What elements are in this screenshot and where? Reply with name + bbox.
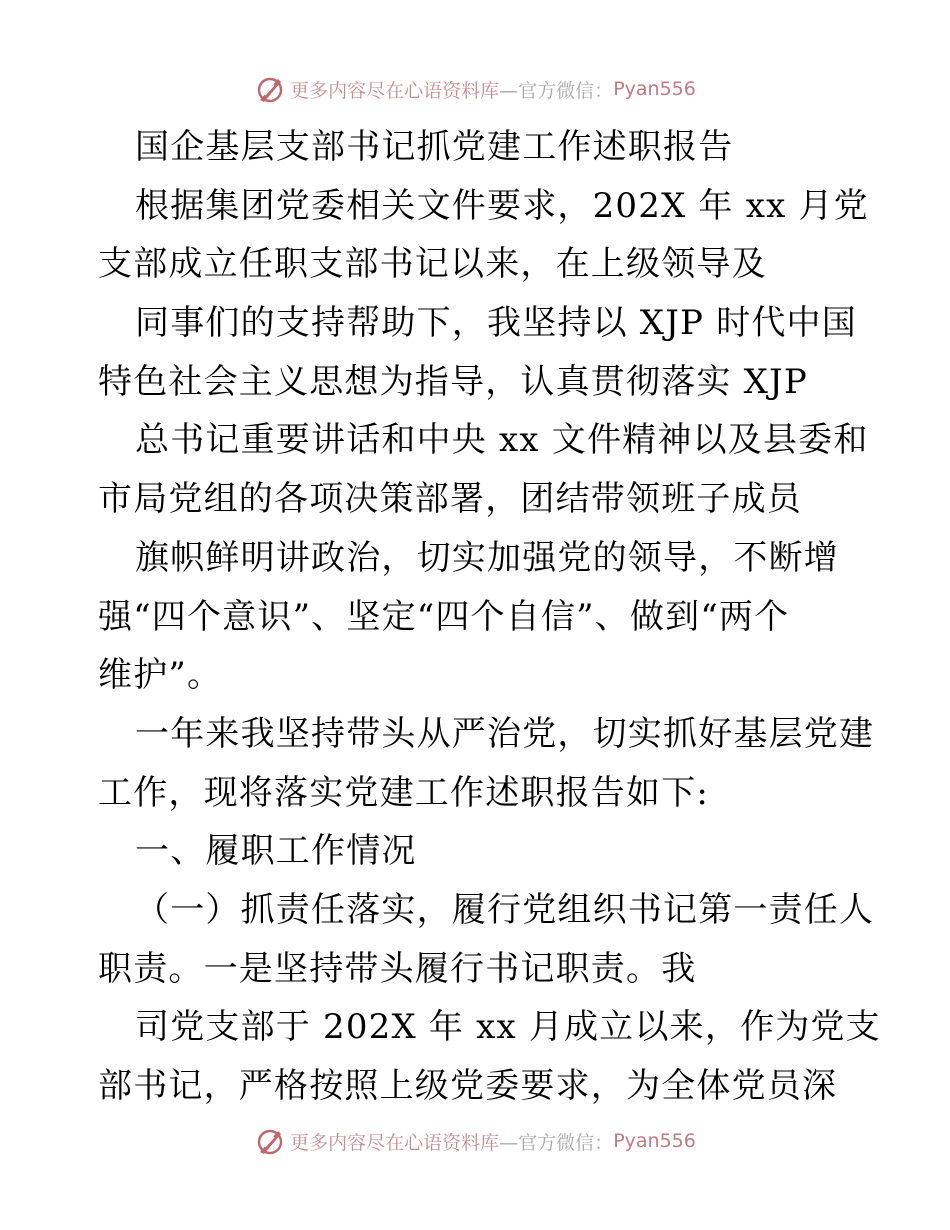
paragraph-line: 特色社会主义思想为指导，认真贯彻落实 XJP	[98, 361, 808, 402]
paragraph-line: 总书记重要讲话和中央 xx 文件精神以及县委和	[135, 420, 869, 461]
document-title: 国企基层支部书记抓党建工作述职报告	[135, 127, 734, 167]
quill-seal-icon	[254, 73, 286, 105]
watermark-contact: —官方微信：	[499, 79, 614, 102]
subsection-heading: （一）抓责任落实，履行党组织书记第一责任人	[135, 889, 875, 930]
watermark-wechat-id: Pyan556	[613, 78, 696, 100]
paragraph-line: 支部成立任职支部书记以来，在上级领导及	[98, 244, 767, 285]
paragraph-line: 工作，现将落实党建工作述职报告如下:	[98, 772, 710, 813]
paragraph-line: 旗帜鲜明讲政治，切实加强党的领导，不断增	[135, 537, 839, 578]
paragraph-line: 部书记，严格按照上级党委要求，为全体党员深	[98, 1066, 838, 1106]
paragraph-line: 同事们的支持帮助下，我坚持以 XJP 时代中国	[135, 303, 857, 344]
watermark-footer	[0, 1124, 950, 1158]
paragraph-line: 市局党组的各项决策部署，团结带领班子成员	[98, 479, 802, 520]
paragraph-line: 维护”。	[98, 655, 223, 696]
watermark-brand: 更多内容尽在心语资料库	[290, 79, 500, 102]
section-heading: 一、履职工作情况	[135, 831, 417, 872]
paragraph-line: 根据集团党委相关文件要求，202X 年 xx 月党	[135, 185, 869, 226]
document-body	[98, 118, 881, 1116]
watermark-wechat-id: Pyan556	[613, 1130, 696, 1152]
watermark-brand: 更多内容尽在心语资料库	[290, 1131, 500, 1154]
paragraph-line: 强“四个意识”、坚定“四个自信”、做到“两个	[98, 596, 790, 637]
paragraph-line: 司党支部于 202X 年 xx 月成立以来，作为党支	[135, 1007, 881, 1048]
watermark-contact: —官方微信：	[499, 1131, 614, 1154]
watermark-header	[0, 72, 950, 106]
quill-seal-icon	[254, 1125, 286, 1157]
paragraph-line: 一年来我坚持带头从严治党，切实抓好基层党建	[135, 713, 875, 754]
paragraph-line: 职责。一是坚持带头履行书记职责。我	[98, 948, 697, 989]
